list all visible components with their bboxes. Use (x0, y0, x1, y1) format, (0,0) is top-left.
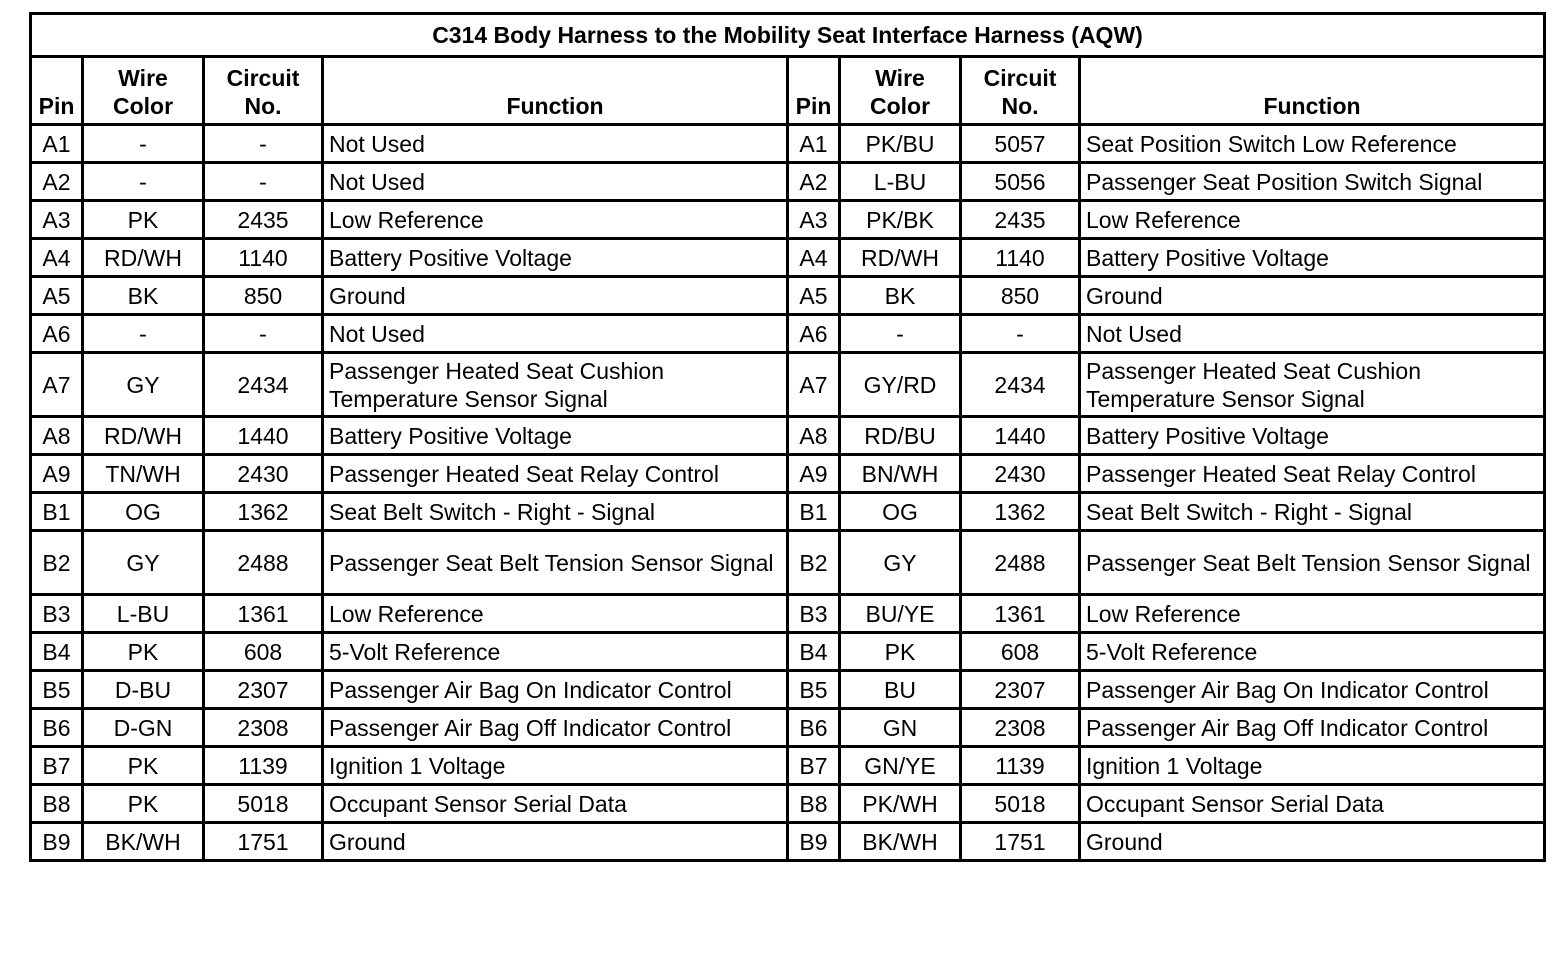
function-cell-right: Low Reference (1080, 201, 1545, 239)
function-cell-left: Battery Positive Voltage (323, 417, 788, 455)
circuit-no-cell-left: 2435 (204, 201, 323, 239)
circuit-no-cell-left: - (204, 125, 323, 163)
table-row (31, 671, 1545, 709)
circuit-no-cell-left: 5018 (204, 785, 323, 823)
function-cell-right: Battery Positive Voltage (1080, 417, 1545, 455)
circuit-no-cell-right: 2435 (961, 201, 1080, 239)
circuit-no-cell-left: 850 (204, 277, 323, 315)
function-cell-left: Not Used (323, 315, 788, 353)
table-row (31, 709, 1545, 747)
table-row (31, 455, 1545, 493)
wire-color-cell-right: OG (840, 493, 961, 531)
pin-cell-right: A5 (788, 277, 840, 315)
function-cell-right: Seat Belt Switch - Right - Signal (1080, 493, 1545, 531)
pin-cell-right: B4 (788, 633, 840, 671)
function-cell-left: 5-Volt Reference (323, 633, 788, 671)
pin-cell-left: A3 (31, 201, 83, 239)
pin-cell-right: A7 (788, 353, 840, 417)
function-cell-right: Ignition 1 Voltage (1080, 747, 1545, 785)
wire-color-cell-right: GY/RD (840, 353, 961, 417)
circuit-no-cell-left: 1361 (204, 595, 323, 633)
circuit-no-cell-left: 608 (204, 633, 323, 671)
table-row (31, 633, 1545, 671)
pin-cell-right: A3 (788, 201, 840, 239)
header-circuit-no-right: Circuit No. (961, 57, 1080, 125)
header-wire-color-right: Wire Color (840, 57, 961, 125)
function-cell-right: Passenger Heated Seat Relay Control (1080, 455, 1545, 493)
function-cell-right: Passenger Seat Belt Tension Sensor Signal (1080, 531, 1545, 595)
table-row (31, 493, 1545, 531)
circuit-no-cell-left: - (204, 163, 323, 201)
function-cell-right: Low Reference (1080, 595, 1545, 633)
table-row (31, 201, 1545, 239)
circuit-no-cell-right: 850 (961, 277, 1080, 315)
table-row (31, 531, 1545, 595)
pin-cell-right: A8 (788, 417, 840, 455)
pin-cell-left: A5 (31, 277, 83, 315)
wire-color-cell-right: BK/WH (840, 823, 961, 861)
table-title: C314 Body Harness to the Mobility Seat Interface Harness (AQW) (31, 14, 1545, 57)
circuit-no-cell-left: 1139 (204, 747, 323, 785)
wire-color-cell-right: - (840, 315, 961, 353)
header-circuit-no-left: Circuit No. (204, 57, 323, 125)
function-cell-right: Passenger Heated Seat Cushion Temperature Sensor Signal (1080, 353, 1545, 417)
header-row (31, 57, 1545, 125)
table-row (31, 163, 1545, 201)
wire-color-cell-left: PK (83, 633, 204, 671)
circuit-no-cell-right: 2308 (961, 709, 1080, 747)
pin-cell-left: A7 (31, 353, 83, 417)
wire-color-cell-right: RD/BU (840, 417, 961, 455)
wire-color-cell-left: BK/WH (83, 823, 204, 861)
wire-color-cell-right: GN/YE (840, 747, 961, 785)
wire-color-cell-left: - (83, 125, 204, 163)
pin-cell-left: A8 (31, 417, 83, 455)
wire-color-cell-right: BN/WH (840, 455, 961, 493)
wire-color-cell-left: GY (83, 531, 204, 595)
function-cell-right: Passenger Seat Position Switch Signal (1080, 163, 1545, 201)
header-function-left: Function (323, 57, 788, 125)
connector-table-container (29, 12, 1543, 862)
wire-color-cell-left: - (83, 163, 204, 201)
pin-cell-left: B9 (31, 823, 83, 861)
wire-color-cell-left: PK (83, 747, 204, 785)
wire-color-cell-left: L-BU (83, 595, 204, 633)
header-wire-color-left: Wire Color (83, 57, 204, 125)
wire-color-cell-left: D-GN (83, 709, 204, 747)
wire-color-cell-right: GN (840, 709, 961, 747)
circuit-no-cell-right: 5018 (961, 785, 1080, 823)
table-row (31, 785, 1545, 823)
wire-color-cell-right: PK/BK (840, 201, 961, 239)
circuit-no-cell-right: 1361 (961, 595, 1080, 633)
wire-color-cell-right: PK/BU (840, 125, 961, 163)
function-cell-right: Not Used (1080, 315, 1545, 353)
table-row (31, 417, 1545, 455)
pin-cell-right: B9 (788, 823, 840, 861)
function-cell-left: Passenger Heated Seat Relay Control (323, 455, 788, 493)
wire-color-cell-right: BU/YE (840, 595, 961, 633)
circuit-no-cell-left: 1362 (204, 493, 323, 531)
pin-cell-left: B5 (31, 671, 83, 709)
function-cell-right: Ground (1080, 823, 1545, 861)
circuit-no-cell-right: 2488 (961, 531, 1080, 595)
table-body (31, 125, 1545, 861)
circuit-no-cell-right: 2434 (961, 353, 1080, 417)
function-cell-right: Occupant Sensor Serial Data (1080, 785, 1545, 823)
table-row (31, 239, 1545, 277)
pin-cell-left: B3 (31, 595, 83, 633)
wire-color-cell-left: BK (83, 277, 204, 315)
function-cell-left: Not Used (323, 125, 788, 163)
wire-color-cell-left: - (83, 315, 204, 353)
pin-cell-right: A1 (788, 125, 840, 163)
circuit-no-cell-right: 1362 (961, 493, 1080, 531)
pin-cell-right: A9 (788, 455, 840, 493)
function-cell-left: Ground (323, 823, 788, 861)
pin-cell-right: B5 (788, 671, 840, 709)
function-cell-left: Not Used (323, 163, 788, 201)
table-row (31, 277, 1545, 315)
pin-cell-right: B3 (788, 595, 840, 633)
circuit-no-cell-left: 2308 (204, 709, 323, 747)
pin-cell-right: A4 (788, 239, 840, 277)
function-cell-right: Ground (1080, 277, 1545, 315)
pin-cell-left: A9 (31, 455, 83, 493)
circuit-no-cell-left: 1440 (204, 417, 323, 455)
pin-cell-left: A6 (31, 315, 83, 353)
wire-color-cell-left: D-BU (83, 671, 204, 709)
function-cell-left: Low Reference (323, 595, 788, 633)
function-cell-left: Passenger Air Bag Off Indicator Control (323, 709, 788, 747)
circuit-no-cell-left: 2488 (204, 531, 323, 595)
function-cell-right: Seat Position Switch Low Reference (1080, 125, 1545, 163)
circuit-no-cell-right: 5057 (961, 125, 1080, 163)
table-row (31, 823, 1545, 861)
wire-color-cell-left: PK (83, 201, 204, 239)
circuit-no-cell-left: 2434 (204, 353, 323, 417)
circuit-no-cell-right: - (961, 315, 1080, 353)
function-cell-left: Battery Positive Voltage (323, 239, 788, 277)
pin-cell-right: A2 (788, 163, 840, 201)
function-cell-left: Ground (323, 277, 788, 315)
pin-cell-right: B6 (788, 709, 840, 747)
function-cell-left: Passenger Air Bag On Indicator Control (323, 671, 788, 709)
function-cell-left: Passenger Heated Seat Cushion Temperature Sensor Signal (323, 353, 788, 417)
header-function-right: Function (1080, 57, 1545, 125)
pin-cell-left: A4 (31, 239, 83, 277)
pin-cell-left: B4 (31, 633, 83, 671)
circuit-no-cell-right: 2430 (961, 455, 1080, 493)
pin-cell-left: B6 (31, 709, 83, 747)
circuit-no-cell-left: - (204, 315, 323, 353)
wire-color-cell-left: RD/WH (83, 417, 204, 455)
circuit-no-cell-right: 2307 (961, 671, 1080, 709)
circuit-no-cell-left: 1751 (204, 823, 323, 861)
function-cell-left: Low Reference (323, 201, 788, 239)
wire-color-cell-left: RD/WH (83, 239, 204, 277)
wire-color-cell-left: GY (83, 353, 204, 417)
pin-cell-left: B2 (31, 531, 83, 595)
pin-cell-right: B7 (788, 747, 840, 785)
wire-color-cell-right: BU (840, 671, 961, 709)
pin-cell-left: B8 (31, 785, 83, 823)
table-row (31, 595, 1545, 633)
function-cell-left: Occupant Sensor Serial Data (323, 785, 788, 823)
wire-color-cell-right: RD/WH (840, 239, 961, 277)
circuit-no-cell-right: 5056 (961, 163, 1080, 201)
wire-color-cell-right: GY (840, 531, 961, 595)
pin-cell-right: B2 (788, 531, 840, 595)
table-row (31, 315, 1545, 353)
connector-pinout-table (29, 12, 1546, 862)
wire-color-cell-right: BK (840, 277, 961, 315)
pin-cell-right: B1 (788, 493, 840, 531)
circuit-no-cell-right: 1140 (961, 239, 1080, 277)
function-cell-right: Battery Positive Voltage (1080, 239, 1545, 277)
circuit-no-cell-right: 1440 (961, 417, 1080, 455)
circuit-no-cell-right: 608 (961, 633, 1080, 671)
pin-cell-left: B1 (31, 493, 83, 531)
function-cell-right: 5-Volt Reference (1080, 633, 1545, 671)
table-row (31, 747, 1545, 785)
table-row (31, 125, 1545, 163)
circuit-no-cell-left: 1140 (204, 239, 323, 277)
wire-color-cell-left: TN/WH (83, 455, 204, 493)
function-cell-left: Passenger Seat Belt Tension Sensor Signal (323, 531, 788, 595)
function-cell-left: Seat Belt Switch - Right - Signal (323, 493, 788, 531)
pin-cell-left: A1 (31, 125, 83, 163)
function-cell-right: Passenger Air Bag Off Indicator Control (1080, 709, 1545, 747)
circuit-no-cell-right: 1139 (961, 747, 1080, 785)
wire-color-cell-right: L-BU (840, 163, 961, 201)
wire-color-cell-left: PK (83, 785, 204, 823)
circuit-no-cell-left: 2307 (204, 671, 323, 709)
header-pin-left: Pin (31, 57, 83, 125)
pin-cell-left: A2 (31, 163, 83, 201)
wire-color-cell-right: PK (840, 633, 961, 671)
circuit-no-cell-left: 2430 (204, 455, 323, 493)
wire-color-cell-left: OG (83, 493, 204, 531)
pin-cell-right: A6 (788, 315, 840, 353)
function-cell-right: Passenger Air Bag On Indicator Control (1080, 671, 1545, 709)
function-cell-left: Ignition 1 Voltage (323, 747, 788, 785)
table-row (31, 353, 1545, 417)
wire-color-cell-right: PK/WH (840, 785, 961, 823)
circuit-no-cell-right: 1751 (961, 823, 1080, 861)
pin-cell-left: B7 (31, 747, 83, 785)
pin-cell-right: B8 (788, 785, 840, 823)
header-pin-right: Pin (788, 57, 840, 125)
